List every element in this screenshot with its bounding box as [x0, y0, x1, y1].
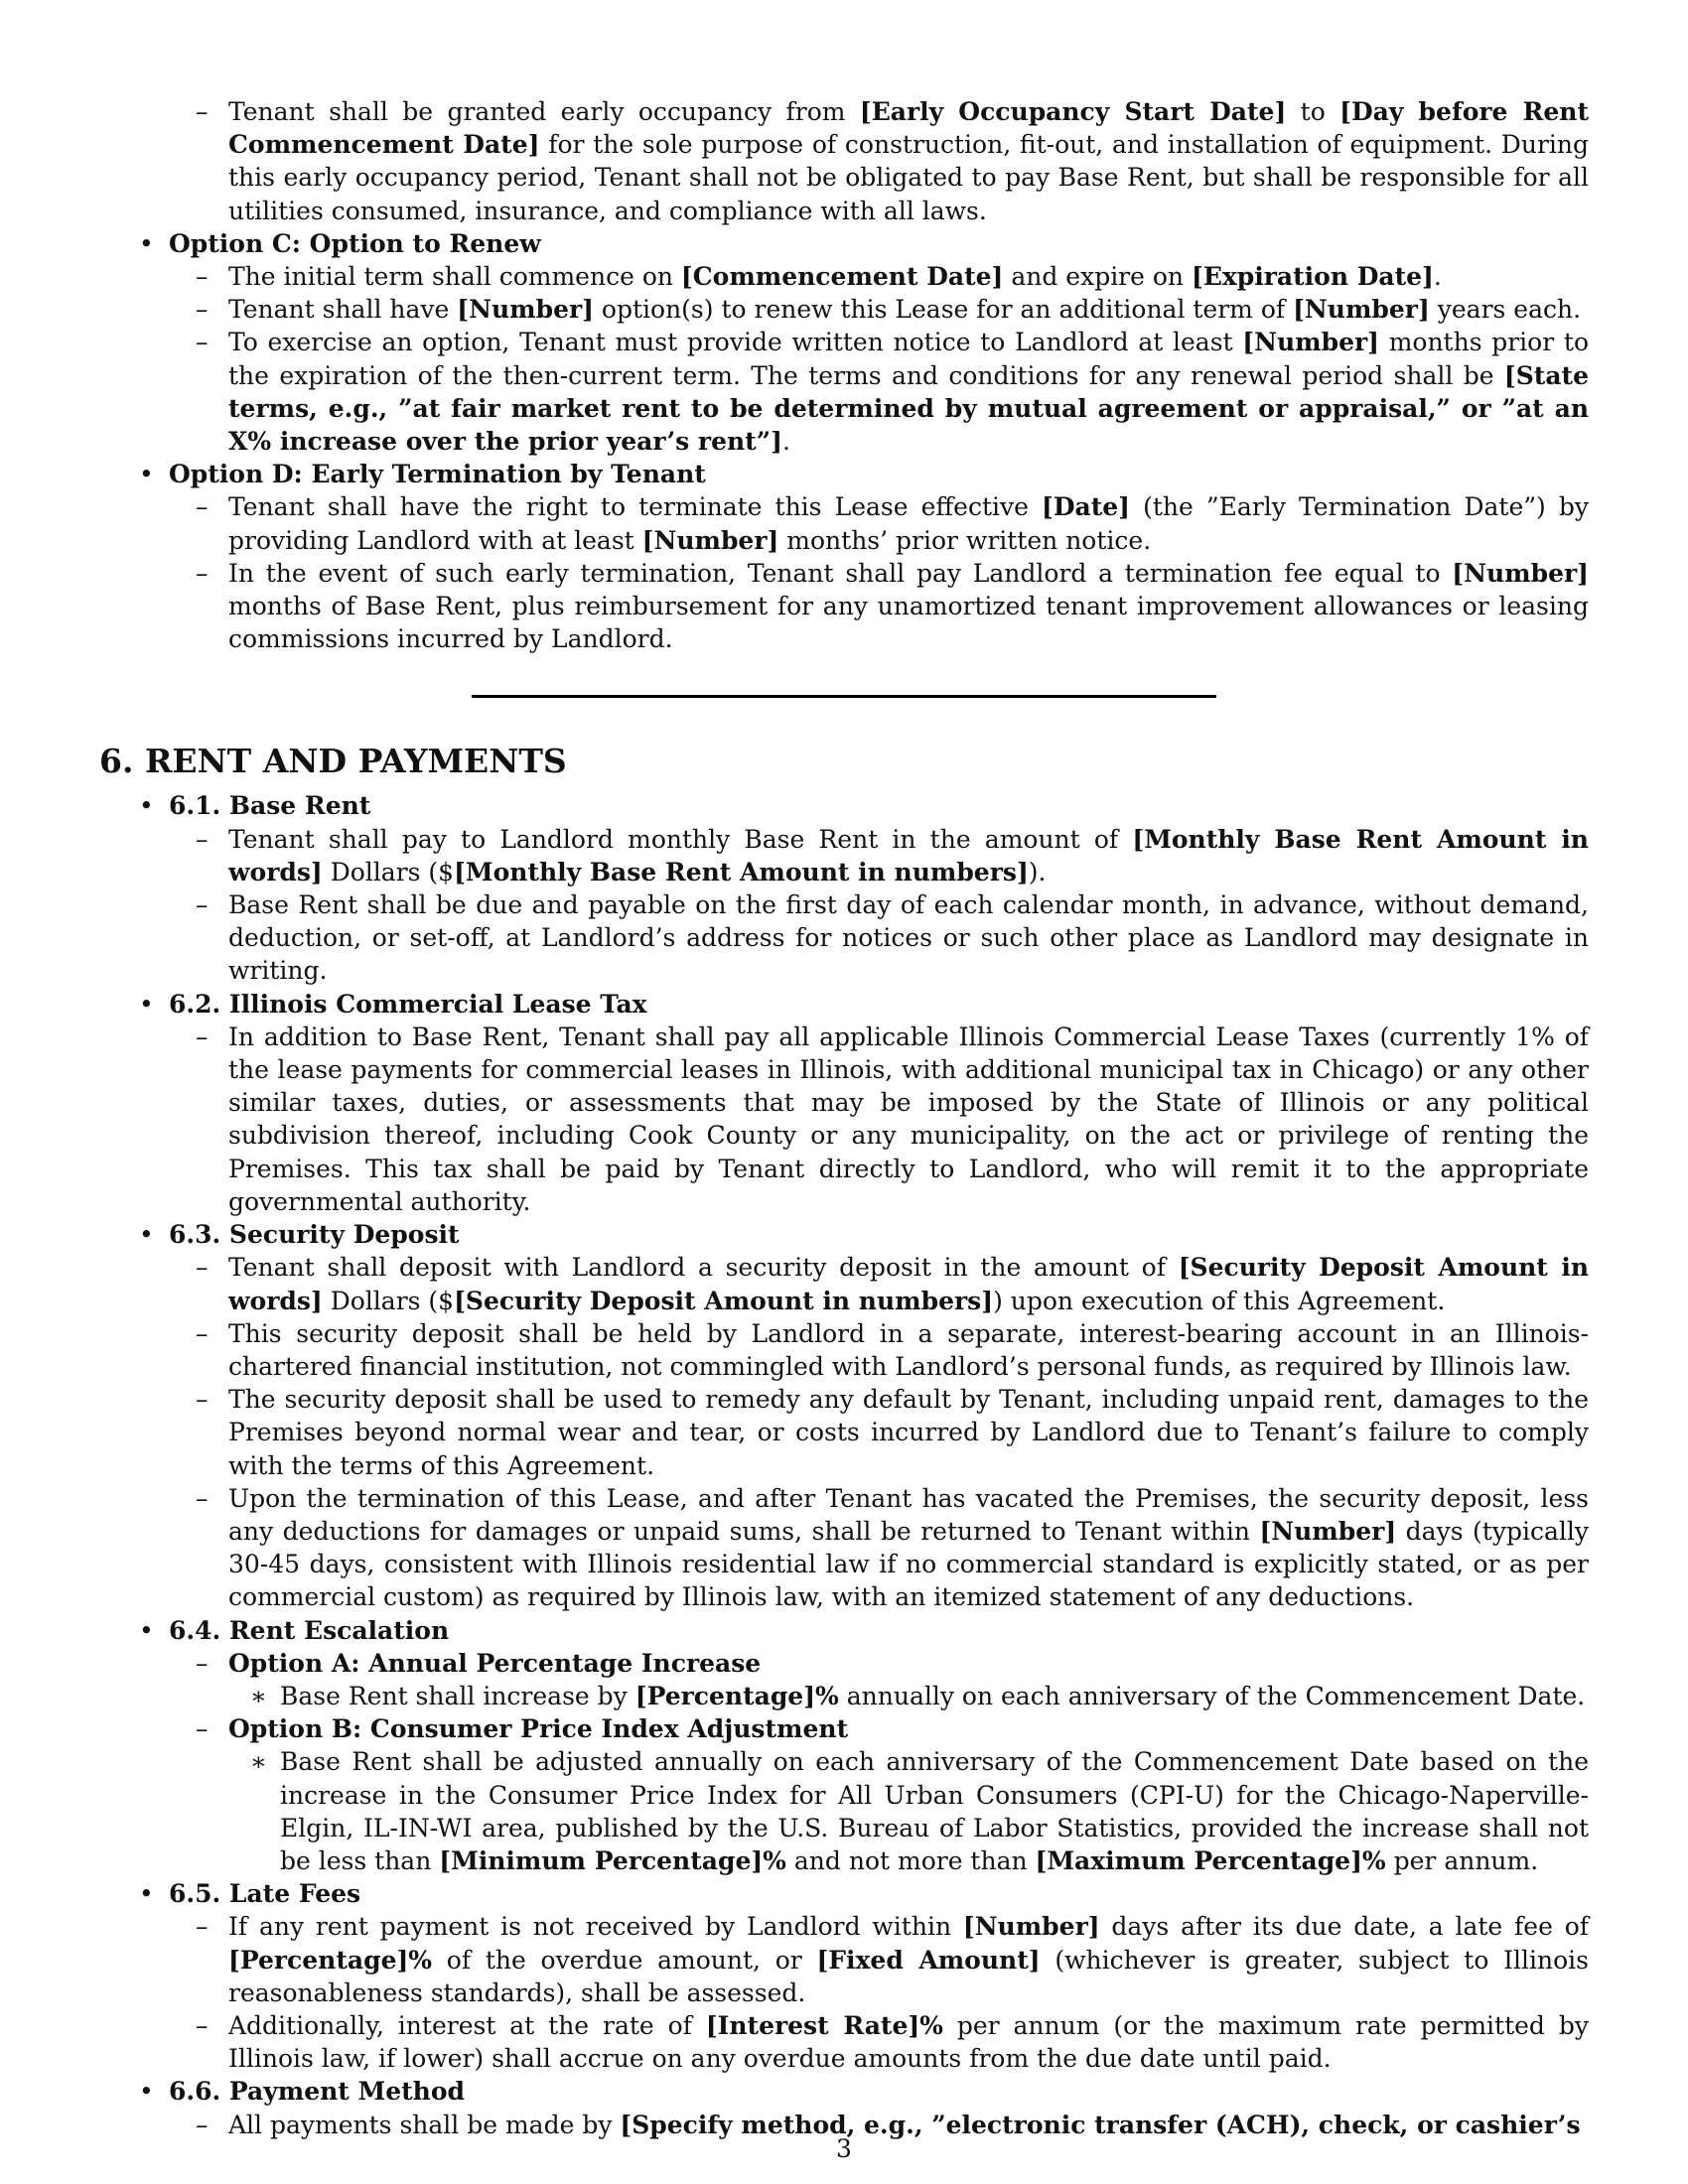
- lease-tax-item-1: – In addition to Base Rent, Tenant shall pay all applicable Illinois Commercial Lease Taxes (currently 1% of the lease payments for commercial leases in Illinois, with additional municipal tax in Chicago) or any other similar taxes, duties, or assessments that may be imposed by the State of Illinois or any political subdivision thereof, including Cook County or any municipality, on the act or privilege of renting the Premises. This tax shall be paid by Tenant directly to Landlord, who will remit it to the appropriate governmental authority.: [196, 1022, 1589, 1216]
- option-c-heading: • Option C: Option to Renew: [139, 228, 541, 258]
- base-rent-item-2: – Base Rent shall be due and payable on the first day of each calendar month, in advance, without demand, deduction, or set-off, at Landlord’s address for notices or such other place as Landlord may designate in writing.: [196, 890, 1589, 986]
- horizontal-divider: [472, 695, 1216, 698]
- option-d-item-1: – Tenant shall have the right to terminate this Lease effective [Date] (the ”Early Termination Date”) by providing Landlord with at least [Number] months’ prior written notice.: [196, 492, 1589, 555]
- escalation-option-a-item: ∗ Base Rent shall increase by [Percentage]% annually on each anniversary of the Commencement Date.: [250, 1681, 1586, 1710]
- option-d-item-2: – In the event of such early termination, Tenant shall pay Landlord a termination fee equal to [Number] months of Base Rent, plus reimbursement for any unamortized tenant improvement allowances or leasing commissions incurred by Landlord.: [196, 558, 1589, 654]
- security-deposit-item-4: – Upon the termination of this Lease, and after Tenant has vacated the Premises, the security deposit, less any deductions for damages or unpaid sums, shall be returned to Tenant within [Number] days (typically 30-45 days, consistent with Illinois residential law if no commercial standard is explicitly stated, or as per commercial custom) as required by Illinois law, with an itemized statement of any deductions.: [196, 1483, 1589, 1612]
- payment-method-item-1: – All payments shall be made by [Specify method, e.g., ”electronic transfer (ACH), check, or cashier’s: [196, 2110, 1581, 2139]
- escalation-option-a-heading: – Option A: Annual Percentage Increase: [196, 1648, 762, 1678]
- late-fees-item-2: – Additionally, interest at the rate of [Interest Rate]% per annum (or the maximum rate permitted by Illinois law, if lower) shall accrue on any overdue amounts from the due date until paid.: [196, 2010, 1589, 2074]
- early-occupancy-item: – Tenant shall be granted early occupancy from [Early Occupancy Start Date] to [Day before Rent Commencement Date] for the sole purpose of construction, fit-out, and installation of equipment. During this early occupancy period, Tenant shall not be obligated to pay Base Rent, but shall be responsible for all utilities consumed, insurance, and compliance with all laws.: [196, 97, 1589, 225]
- option-c-item-3: – To exercise an option, Tenant must provide written notice to Landlord at least [Number] months prior to the expiration of the then-current term. The terms and conditions for any renewal period shall be [State terms, e.g., ”at fair market rent to be determined by mutual agreement or appraisal,” or ”at an X% increase over the prior year’s rent”].: [196, 328, 1589, 457]
- base-rent-item-1: – Tenant shall pay to Landlord monthly Base Rent in the amount of [Monthly Base Rent Amount in words] Dollars ($[Monthly Base Rent Amount in numbers]).: [196, 824, 1589, 887]
- escalation-option-b-heading: – Option B: Consumer Price Index Adjustment: [196, 1714, 849, 1744]
- page-number: 3: [836, 2134, 852, 2163]
- option-c-item-2: – Tenant shall have [Number] option(s) to renew this Lease for an additional term of [Number] years each.: [196, 295, 1582, 325]
- security-deposit-item-2: – This security deposit shall be held by Landlord in a separate, interest-bearing account in an Illinois-chartered financial institution, not commingled with Landlord’s personal funds, as required by Illinois law.: [196, 1318, 1589, 1381]
- option-d-heading: • Option D: Early Termination by Tenant: [139, 460, 706, 489]
- section-6-4-heading: • 6.4. Rent Escalation: [139, 1615, 450, 1645]
- option-c-item-1: – The initial term shall commence on [Commencement Date] and expire on [Expiration Date].: [196, 262, 1442, 292]
- section-6-title: 6. RENT AND PAYMENTS: [99, 742, 567, 781]
- section-6-5-heading: • 6.5. Late Fees: [139, 1879, 361, 1909]
- section-6-2-heading: • 6.2. Illinois Commercial Lease Tax: [139, 989, 647, 1019]
- escalation-option-b-item: ∗ Base Rent shall be adjusted annually on each anniversary of the Commencement Date based on the increase in the Consumer Price Index for All Urban Consumers (CPI-U) for the Chicago-Naperville-Elgin, IL-IN-WI area, published by the U.S. Bureau of Labor Statistics, provided the increase shall not be less than [Minimum Percentage]% and not more than [Maximum Percentage]% per annum.: [250, 1747, 1589, 1875]
- section-6-6-heading: • 6.6. Payment Method: [139, 2077, 465, 2107]
- section-6-3-heading: • 6.3. Security Deposit: [139, 1220, 460, 1250]
- late-fees-item-1: – If any rent payment is not received by Landlord within [Number] days after its due date, a late fee of [Percentage]% of the overdue amount, or [Fixed Amount] (whichever is greater, subject to Illinois reasonableness standards), shall be assessed.: [196, 1912, 1590, 2007]
- section-6-1-heading: • 6.1. Base Rent: [139, 791, 371, 821]
- security-deposit-item-1: – Tenant shall deposit with Landlord a security deposit in the amount of [Security Deposit Amount in words] Dollars ($[Security Deposit Amount in numbers]) upon execution of this Agreement.: [196, 1253, 1589, 1315]
- security-deposit-item-3: – The security deposit shall be used to remedy any default by Tenant, including unpaid rent, damages to the Premises beyond normal wear and tear, or costs incurred by Landlord due to Tenant’s failure to comply with the terms of this Agreement.: [196, 1385, 1589, 1480]
- document-page: [99, 95, 1589, 2141]
